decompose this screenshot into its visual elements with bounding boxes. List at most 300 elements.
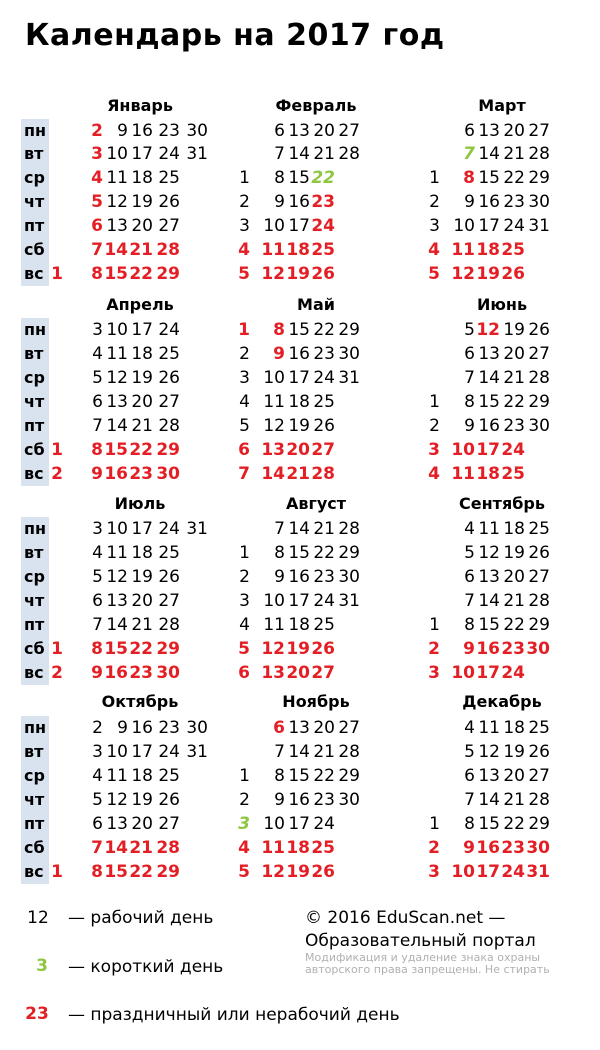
day-cell: 8	[273, 320, 285, 340]
day-cell: 13	[106, 814, 128, 834]
day-cell: 30	[338, 567, 360, 587]
weekday-label: пн	[24, 718, 47, 737]
day-cell: 23	[503, 192, 525, 212]
day-cell: 7	[238, 464, 250, 484]
day-cell: 14	[288, 144, 310, 164]
day-cell: 17	[288, 591, 310, 611]
weekday-label: сб	[24, 440, 45, 459]
day-cell: 6	[238, 663, 250, 683]
weekday-label: вс	[24, 464, 44, 483]
day-cell: 23	[311, 192, 335, 212]
day-cell: 24	[313, 814, 335, 834]
day-cell: 22	[129, 264, 153, 284]
day-cell: 24	[313, 591, 335, 611]
day-cell: 10	[263, 216, 285, 236]
day-cell: 2	[429, 192, 440, 212]
day-cell: 28	[528, 368, 550, 388]
day-cell: 30	[156, 464, 180, 484]
day-cell: 26	[313, 416, 335, 436]
day-cell: 5	[239, 416, 250, 436]
day-cell: 4	[238, 240, 250, 260]
day-cell: 6	[464, 766, 475, 786]
day-cell: 10	[451, 440, 475, 460]
day-cell: 2	[239, 567, 250, 587]
day-cell: 3	[239, 216, 250, 236]
day-cell: 10	[451, 663, 475, 683]
weekday-label: пн	[24, 121, 47, 140]
day-cell: 13	[478, 766, 500, 786]
day-cell: 27	[528, 344, 550, 364]
weekday-label: ср	[24, 168, 45, 187]
day-cell: 21	[503, 368, 525, 388]
day-cell: 23	[129, 663, 153, 683]
day-cell: 7	[92, 615, 103, 635]
day-cell: 19	[131, 790, 153, 810]
day-cell: 19	[476, 264, 500, 284]
day-cell: 18	[288, 392, 310, 412]
day-cell: 5	[238, 639, 250, 659]
day-cell: 22	[503, 392, 525, 412]
day-cell: 4	[92, 344, 103, 364]
day-cell: 27	[528, 121, 550, 141]
day-cell: 21	[131, 416, 153, 436]
day-cell: 23	[129, 464, 153, 484]
day-cell: 26	[311, 264, 335, 284]
day-cell: 13	[106, 591, 128, 611]
day-cell: 5	[238, 264, 250, 284]
day-cell: 19	[288, 416, 310, 436]
day-cell: 27	[158, 216, 180, 236]
day-cell: 31	[186, 144, 208, 164]
day-cell: 9	[91, 663, 103, 683]
day-cell: 23	[313, 567, 335, 587]
day-cell: 25	[501, 464, 525, 484]
day-cell: 14	[478, 790, 500, 810]
day-cell: 7	[464, 368, 475, 388]
day-cell: 19	[131, 368, 153, 388]
day-cell: 1	[429, 168, 440, 188]
weekday-label: вс	[24, 663, 44, 682]
day-cell: 26	[158, 790, 180, 810]
day-cell: 21	[313, 742, 335, 762]
day-cell: 27	[158, 591, 180, 611]
day-cell: 12	[106, 368, 128, 388]
day-cell: 25	[528, 718, 550, 738]
day-cell: 3	[428, 862, 440, 882]
day-cell: 27	[528, 766, 550, 786]
day-cell: 30	[338, 790, 360, 810]
day-cell: 17	[131, 742, 153, 762]
day-cell: 22	[313, 320, 335, 340]
day-cell: 28	[338, 144, 360, 164]
day-cell: 4	[428, 464, 440, 484]
day-cell: 13	[106, 216, 128, 236]
day-cell: 4	[464, 519, 475, 539]
day-cell: 31	[186, 519, 208, 539]
day-cell: 20	[503, 567, 525, 587]
day-cell: 19	[286, 264, 310, 284]
day-cell: 6	[92, 591, 103, 611]
day-cell: 20	[503, 766, 525, 786]
day-cell: 17	[476, 663, 500, 683]
day-cell: 21	[286, 464, 310, 484]
day-cell: 3	[91, 144, 103, 164]
day-cell: 22	[311, 168, 335, 188]
day-cell: 30	[528, 192, 550, 212]
day-cell: 27	[338, 718, 360, 738]
day-cell: 3	[428, 663, 440, 683]
day-cell: 10	[263, 814, 285, 834]
day-cell: 31	[526, 862, 550, 882]
day-cell: 8	[464, 615, 475, 635]
day-cell: 4	[239, 392, 250, 412]
day-cell: 11	[106, 344, 128, 364]
day-cell: 22	[313, 543, 335, 563]
day-cell: 19	[286, 862, 310, 882]
day-cell: 15	[104, 264, 128, 284]
day-cell: 30	[186, 718, 208, 738]
day-cell: 29	[338, 766, 360, 786]
day-cell: 11	[478, 718, 500, 738]
weekday-label: вт	[24, 742, 44, 761]
day-cell: 24	[158, 144, 180, 164]
day-cell: 9	[274, 567, 285, 587]
day-cell: 15	[478, 814, 500, 834]
day-cell: 20	[286, 440, 310, 460]
weekday-label: чт	[24, 591, 45, 610]
month-name: Май	[297, 295, 335, 314]
day-cell: 27	[158, 392, 180, 412]
day-cell: 10	[106, 144, 128, 164]
legend-label-holiday: — праздничный или нерабочий день	[68, 1005, 400, 1025]
day-cell: 15	[104, 639, 128, 659]
day-cell: 1	[239, 543, 250, 563]
day-cell: 23	[313, 344, 335, 364]
day-cell: 18	[476, 464, 500, 484]
day-cell: 16	[104, 464, 128, 484]
day-cell: 9	[91, 464, 103, 484]
day-cell: 1	[51, 639, 63, 659]
day-cell: 21	[129, 838, 153, 858]
day-cell: 1	[51, 440, 63, 460]
day-cell: 15	[478, 392, 500, 412]
weekday-label: сб	[24, 838, 45, 857]
day-cell: 23	[501, 838, 525, 858]
day-cell: 4	[92, 766, 103, 786]
day-cell: 28	[311, 464, 335, 484]
day-cell: 9	[463, 639, 475, 659]
day-cell: 12	[106, 192, 128, 212]
day-cell: 1	[429, 814, 440, 834]
day-cell: 31	[338, 591, 360, 611]
day-cell: 4	[464, 718, 475, 738]
day-cell: 29	[156, 862, 180, 882]
day-cell: 5	[464, 543, 475, 563]
day-cell: 29	[528, 814, 550, 834]
day-cell: 29	[338, 543, 360, 563]
day-cell: 14	[288, 519, 310, 539]
day-cell: 7	[274, 742, 285, 762]
day-cell: 18	[503, 519, 525, 539]
day-cell: 19	[131, 192, 153, 212]
day-cell: 21	[313, 144, 335, 164]
day-cell: 24	[503, 216, 525, 236]
day-cell: 18	[476, 240, 500, 260]
day-cell: 29	[156, 639, 180, 659]
day-cell: 15	[478, 168, 500, 188]
day-cell: 18	[503, 718, 525, 738]
day-cell: 20	[503, 344, 525, 364]
day-cell: 16	[288, 567, 310, 587]
copyright-line: © 2016 EduScan.net —	[305, 908, 506, 928]
day-cell: 28	[528, 790, 550, 810]
copyright-note-2: авторского права запрещены. Не стирать	[305, 963, 550, 976]
day-cell: 23	[158, 718, 180, 738]
day-cell: 25	[158, 344, 180, 364]
day-cell: 20	[131, 216, 153, 236]
day-cell: 8	[91, 862, 103, 882]
weekday-label: пт	[24, 416, 45, 435]
legend-sample-working: 12	[27, 908, 49, 928]
day-cell: 27	[338, 121, 360, 141]
day-cell: 26	[158, 192, 180, 212]
day-cell: 8	[274, 766, 285, 786]
weekday-label: вт	[24, 144, 44, 163]
day-cell: 24	[158, 519, 180, 539]
day-cell: 2	[92, 718, 103, 738]
day-cell: 4	[428, 240, 440, 260]
day-cell: 4	[92, 543, 103, 563]
day-cell: 11	[451, 240, 475, 260]
legend-sample-holiday: 23	[25, 1004, 49, 1024]
day-cell: 6	[464, 344, 475, 364]
day-cell: 17	[476, 862, 500, 882]
day-cell: 5	[91, 192, 103, 212]
day-cell: 25	[313, 392, 335, 412]
day-cell: 21	[131, 615, 153, 635]
day-cell: 14	[478, 368, 500, 388]
day-cell: 26	[528, 543, 550, 563]
day-cell: 13	[288, 121, 310, 141]
day-cell: 20	[313, 718, 335, 738]
day-cell: 11	[106, 766, 128, 786]
day-cell: 11	[451, 464, 475, 484]
day-cell: 18	[131, 344, 153, 364]
day-cell: 29	[156, 440, 180, 460]
day-cell: 23	[503, 416, 525, 436]
day-cell: 3	[238, 814, 250, 834]
day-cell: 26	[158, 567, 180, 587]
day-cell: 4	[239, 615, 250, 635]
day-cell: 6	[464, 567, 475, 587]
weekday-label: ср	[24, 766, 45, 785]
day-cell: 12	[263, 416, 285, 436]
day-cell: 26	[158, 368, 180, 388]
day-cell: 24	[158, 742, 180, 762]
day-cell: 7	[92, 416, 103, 436]
day-cell: 27	[311, 663, 335, 683]
month-name: Ноябрь	[282, 692, 350, 711]
day-cell: 20	[313, 121, 335, 141]
day-cell: 19	[131, 567, 153, 587]
day-cell: 26	[311, 862, 335, 882]
day-cell: 28	[338, 519, 360, 539]
day-cell: 10	[263, 368, 285, 388]
day-cell: 16	[288, 344, 310, 364]
legend-label-short: — короткий день	[68, 957, 224, 977]
day-cell: 22	[313, 766, 335, 786]
day-cell: 13	[261, 663, 285, 683]
day-cell: 22	[503, 615, 525, 635]
day-cell: 29	[528, 615, 550, 635]
day-cell: 15	[288, 766, 310, 786]
weekday-label: чт	[24, 392, 45, 411]
day-cell: 2	[239, 344, 250, 364]
day-cell: 21	[503, 144, 525, 164]
day-cell: 27	[311, 440, 335, 460]
day-cell: 14	[478, 591, 500, 611]
day-cell: 13	[478, 121, 500, 141]
day-cell: 17	[288, 814, 310, 834]
day-cell: 1	[239, 766, 250, 786]
day-cell: 23	[501, 639, 525, 659]
day-cell: 26	[311, 639, 335, 659]
day-cell: 28	[156, 838, 180, 858]
weekday-label: чт	[24, 192, 45, 211]
day-cell: 5	[92, 790, 103, 810]
month-name: Июнь	[476, 295, 528, 314]
day-cell: 3	[239, 368, 250, 388]
day-cell: 31	[186, 742, 208, 762]
day-cell: 11	[478, 519, 500, 539]
day-cell: 12	[451, 264, 475, 284]
day-cell: 5	[464, 742, 475, 762]
day-cell: 20	[131, 591, 153, 611]
day-cell: 13	[288, 718, 310, 738]
day-cell: 22	[129, 440, 153, 460]
day-cell: 15	[288, 168, 310, 188]
day-cell: 6	[464, 121, 475, 141]
day-cell: 12	[478, 543, 500, 563]
day-cell: 6	[273, 718, 285, 738]
day-cell: 3	[429, 216, 440, 236]
day-cell: 17	[131, 320, 153, 340]
day-cell: 9	[117, 718, 128, 738]
day-cell: 18	[286, 838, 310, 858]
day-cell: 28	[528, 591, 550, 611]
day-cell: 5	[464, 320, 475, 340]
day-cell: 24	[501, 862, 525, 882]
weekday-label: ср	[24, 567, 45, 586]
day-cell: 18	[131, 168, 153, 188]
day-cell: 30	[526, 639, 550, 659]
day-cell: 18	[131, 543, 153, 563]
day-cell: 17	[476, 440, 500, 460]
day-cell: 8	[464, 392, 475, 412]
day-cell: 19	[286, 639, 310, 659]
day-cell: 7	[91, 838, 103, 858]
day-cell: 9	[273, 344, 285, 364]
day-cell: 21	[129, 240, 153, 260]
day-cell: 24	[501, 663, 525, 683]
day-cell: 10	[263, 591, 285, 611]
day-cell: 2	[428, 838, 440, 858]
day-cell: 30	[156, 663, 180, 683]
day-cell: 10	[106, 519, 128, 539]
day-cell: 2	[91, 121, 103, 141]
day-cell: 2	[51, 464, 63, 484]
day-cell: 22	[129, 862, 153, 882]
day-cell: 22	[129, 639, 153, 659]
day-cell: 12	[476, 320, 500, 340]
day-cell: 25	[158, 766, 180, 786]
legend-label-working: — рабочий день	[68, 908, 214, 928]
month-name: Январь	[107, 96, 173, 115]
month-name: Декабрь	[462, 692, 542, 711]
day-cell: 15	[104, 862, 128, 882]
weekday-label: пн	[24, 519, 47, 538]
day-cell: 14	[288, 742, 310, 762]
day-cell: 7	[463, 144, 475, 164]
day-cell: 3	[239, 591, 250, 611]
day-cell: 11	[263, 392, 285, 412]
day-cell: 28	[528, 144, 550, 164]
day-cell: 14	[106, 615, 128, 635]
day-cell: 19	[503, 320, 525, 340]
day-cell: 8	[274, 543, 285, 563]
day-cell: 31	[338, 368, 360, 388]
day-cell: 6	[92, 392, 103, 412]
day-cell: 26	[528, 320, 550, 340]
day-cell: 13	[478, 344, 500, 364]
day-cell: 12	[261, 862, 285, 882]
day-cell: 4	[91, 168, 103, 188]
copyright-note-1: Модификация и удаление знака охраны	[305, 951, 541, 964]
month-name: Июль	[114, 494, 166, 513]
day-cell: 3	[92, 320, 103, 340]
day-cell: 28	[156, 240, 180, 260]
day-cell: 29	[528, 392, 550, 412]
day-cell: 9	[464, 416, 475, 436]
day-cell: 1	[238, 320, 250, 340]
day-cell: 29	[338, 320, 360, 340]
day-cell: 2	[429, 416, 440, 436]
day-cell: 8	[91, 440, 103, 460]
day-cell: 19	[503, 742, 525, 762]
day-cell: 1	[239, 168, 250, 188]
day-cell: 9	[464, 192, 475, 212]
day-cell: 5	[92, 567, 103, 587]
day-cell: 9	[463, 838, 475, 858]
day-cell: 25	[528, 519, 550, 539]
day-cell: 1	[429, 615, 440, 635]
day-cell: 11	[261, 240, 285, 260]
day-cell: 10	[106, 320, 128, 340]
day-cell: 8	[91, 264, 103, 284]
day-cell: 14	[104, 240, 128, 260]
day-cell: 8	[463, 168, 475, 188]
day-cell: 16	[478, 416, 500, 436]
day-cell: 28	[338, 742, 360, 762]
month-name: Февраль	[275, 96, 357, 115]
day-cell: 16	[104, 663, 128, 683]
page-title: Календарь на 2017 год	[25, 18, 445, 53]
weekday-label: чт	[24, 790, 45, 809]
day-cell: 5	[428, 264, 440, 284]
day-cell: 18	[288, 615, 310, 635]
weekday-label: вс	[24, 862, 44, 881]
day-cell: 5	[92, 368, 103, 388]
